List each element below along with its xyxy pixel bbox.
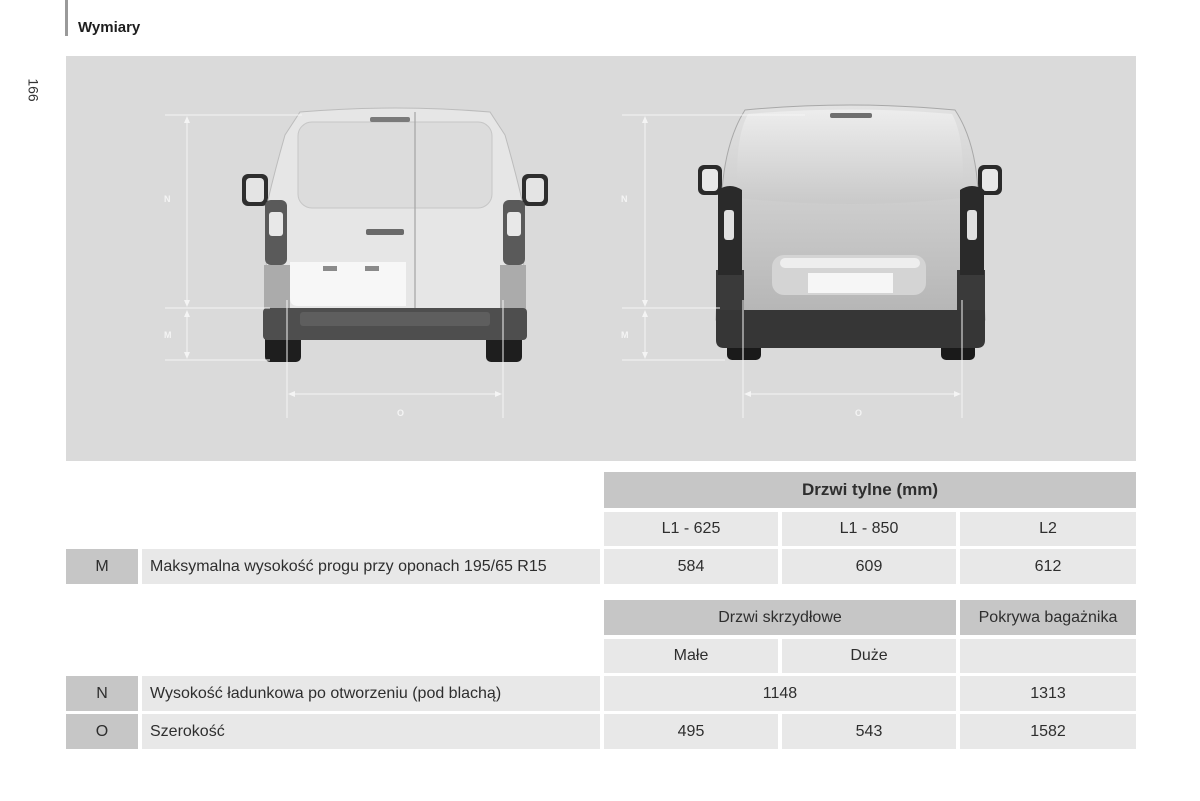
- table-cell: 1148: [604, 676, 956, 711]
- table-cell: 609: [782, 549, 956, 584]
- dimension-label-n: N: [621, 194, 628, 204]
- vehicle-dimensions-figure: [66, 56, 1136, 461]
- dimension-label-n: N: [164, 194, 171, 204]
- table-header: Drzwi skrzydłowe: [604, 600, 956, 635]
- dimension-label-m: M: [164, 330, 172, 340]
- row-label: Wysokość ładunkowa po otworzeniu (pod blachą): [142, 676, 600, 711]
- column-header: L2: [960, 512, 1136, 546]
- section-title: Wymiary: [78, 19, 141, 36]
- brake-light: [830, 113, 872, 118]
- row-label: Maksymalna wysokość progu przy oponach 195/65 R15: [142, 549, 600, 584]
- empty-cell: [960, 639, 1136, 673]
- table-cell: 543: [782, 714, 956, 749]
- dimension-label-m: M: [621, 330, 629, 340]
- table-cell: 1582: [960, 714, 1136, 749]
- dimension-label-o: O: [855, 408, 863, 418]
- brake-light: [370, 117, 410, 122]
- section-bar: [65, 0, 68, 36]
- table-header: Pokrywa bagażnika: [960, 600, 1136, 635]
- row-label: Szerokość: [142, 714, 600, 749]
- door-handle: [366, 229, 404, 235]
- column-header: Małe: [604, 639, 778, 673]
- table-cell: 612: [960, 549, 1136, 584]
- license-plate: [808, 273, 893, 293]
- column-header: L1 - 625: [604, 512, 778, 546]
- table-header: Drzwi tylne (mm): [604, 472, 1136, 508]
- dimension-label-o: O: [397, 408, 405, 418]
- plate-recess: [290, 262, 406, 306]
- van-tailgate: [698, 105, 1002, 360]
- column-header: L1 - 850: [782, 512, 956, 546]
- table-cell: 584: [604, 549, 778, 584]
- rear-window: [737, 110, 963, 205]
- row-code: N: [66, 676, 138, 711]
- page-number: 166: [25, 78, 42, 102]
- column-header: Duże: [782, 639, 956, 673]
- table-cell: 1313: [960, 676, 1136, 711]
- vehicle-dimensions-drawing: [66, 56, 1136, 461]
- chrome-strip: [780, 258, 920, 268]
- rear-window: [298, 122, 492, 208]
- row-code: O: [66, 714, 138, 749]
- row-code: M: [66, 549, 138, 584]
- rear-bumper: [716, 310, 985, 348]
- van-double-doors: [242, 108, 548, 362]
- table-cell: 495: [604, 714, 778, 749]
